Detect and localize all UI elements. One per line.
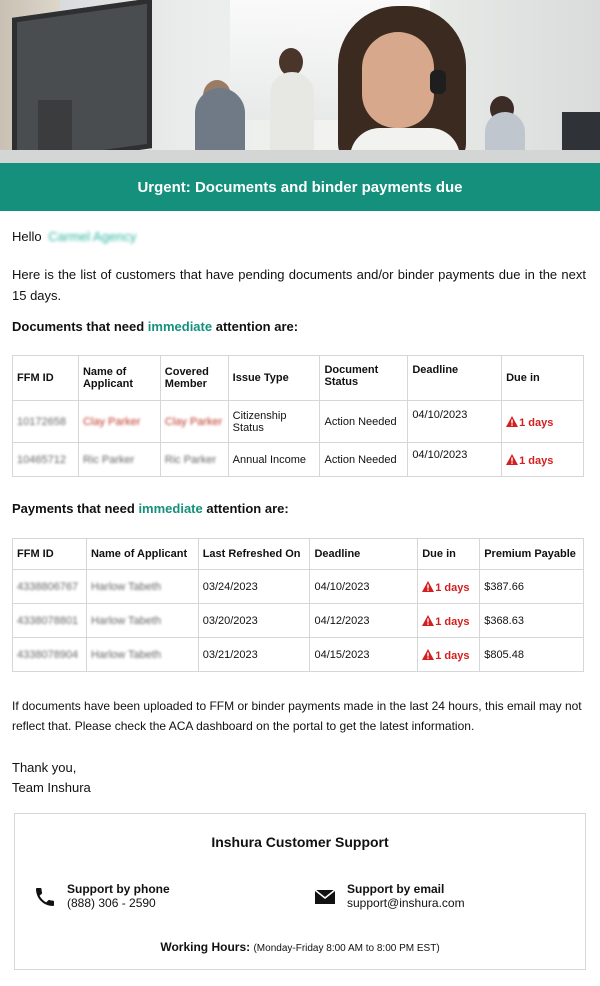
table-header-row [13, 539, 584, 570]
phone-label: Support by phone [67, 882, 170, 896]
deadline-cell: 04/10/2023 [408, 401, 502, 443]
urgent-banner [0, 163, 600, 211]
deadline-cell: 04/10/2023 [310, 570, 418, 604]
due-cell: 1 days [502, 443, 584, 477]
payments-section-title: Payments that need immediate attention are: [12, 501, 289, 516]
col-applicant: Name of Applicant [78, 356, 160, 401]
col-last-refreshed: Last Refreshed On [198, 539, 310, 570]
premium-cell: $387.66 [480, 570, 584, 604]
greeting [12, 229, 136, 244]
applicant-cell: Ric Parker [78, 443, 160, 477]
intro-text: Here is the list of customers that have pending documents and/or binder payments due in the next 15 days. [12, 267, 586, 303]
table-row [13, 401, 584, 443]
due-cell: 1 days [418, 570, 480, 604]
support-title: Inshura Customer Support [211, 834, 389, 850]
ffm-id-cell: 10172658 [13, 401, 79, 443]
due-cell: 1 days [418, 604, 480, 638]
signoff-thanks: Thank you, [12, 760, 77, 775]
table-header-row [13, 356, 584, 401]
email-label: Support by email [347, 882, 445, 896]
agency-name: Carmel Agency [48, 229, 137, 244]
payments-table [12, 538, 584, 672]
notice-text: If documents have been uploaded to FFM or binder payments made in the last 24 hours, this email may not reflect that. Please check the ACA dashboard on the portal to get the latest information. [12, 699, 582, 733]
issue-cell: Citizenship Status [228, 401, 320, 443]
banner-title: Urgent: Documents and binder payments due [137, 178, 463, 196]
status-cell: Action Needed [320, 443, 408, 477]
col-premium: Premium Payable [480, 539, 584, 570]
documents-section-title: Documents that need immediate attention are: [12, 319, 299, 334]
col-covered-member: Covered Member [160, 356, 228, 401]
col-issue-type: Issue Type [228, 356, 320, 401]
hero-image [0, 0, 600, 163]
warning-icon [506, 416, 518, 427]
applicant-cell: Harlow Tabeth [86, 570, 198, 604]
email-address[interactable]: support@inshura.com [347, 896, 465, 910]
ffm-id-cell: 10465712 [13, 443, 79, 477]
refreshed-cell: 03/24/2023 [198, 570, 310, 604]
warning-icon [422, 581, 434, 592]
warning-icon [422, 649, 434, 660]
support-box [14, 813, 586, 970]
hours-value: (Monday-Friday 8:00 AM to 8:00 PM EST) [253, 943, 440, 954]
status-cell: Action Needed [320, 401, 408, 443]
warning-icon [422, 615, 434, 626]
support-email [313, 882, 465, 910]
deadline-cell: 04/15/2023 [310, 638, 418, 672]
ffm-id-cell: 4338078904 [13, 638, 87, 672]
member-cell: Ric Parker [160, 443, 228, 477]
deadline-cell: 04/12/2023 [310, 604, 418, 638]
table-row [13, 443, 584, 477]
member-cell: Clay Parker [160, 401, 228, 443]
applicant-cell: Harlow Tabeth [86, 638, 198, 672]
signoff-team: Team Inshura [12, 780, 91, 795]
col-due-in: Due in [502, 356, 584, 401]
col-deadline: Deadline [408, 356, 502, 401]
immediate-highlight: immediate [147, 319, 213, 334]
signoff [12, 758, 91, 798]
premium-cell: $805.48 [480, 638, 584, 672]
due-cell: 1 days [418, 638, 480, 672]
applicant-cell: Clay Parker [78, 401, 160, 443]
col-ffm-id: FFM ID [13, 539, 87, 570]
refreshed-cell: 03/21/2023 [198, 638, 310, 672]
table-row [13, 604, 584, 638]
ffm-id-cell: 4338806767 [13, 570, 87, 604]
immediate-highlight: immediate [138, 501, 203, 516]
col-deadline: Deadline [310, 539, 418, 570]
ffm-id-cell: 4338078801 [13, 604, 87, 638]
working-hours [15, 940, 585, 954]
documents-table [12, 355, 584, 477]
warning-icon [506, 454, 518, 465]
table-row [13, 638, 584, 672]
support-phone [33, 882, 170, 910]
monitor-decoration [12, 0, 152, 163]
premium-cell: $368.63 [480, 604, 584, 638]
table-row [13, 570, 584, 604]
hours-label: Working Hours: [160, 940, 251, 954]
due-cell: 1 days [502, 401, 584, 443]
refreshed-cell: 03/20/2023 [198, 604, 310, 638]
greeting-hello: Hello [12, 229, 42, 244]
issue-cell: Annual Income [228, 443, 320, 477]
col-ffm-id: FFM ID [13, 356, 79, 401]
deadline-cell: 04/10/2023 [408, 443, 502, 477]
envelope-icon [313, 885, 337, 909]
applicant-cell: Harlow Tabeth [86, 604, 198, 638]
col-applicant: Name of Applicant [86, 539, 198, 570]
phone-icon [33, 885, 57, 909]
phone-number[interactable]: (888) 306 - 2590 [67, 896, 156, 910]
col-document-status: Document Status [320, 356, 408, 401]
col-due-in: Due in [418, 539, 480, 570]
headset-icon [430, 70, 446, 94]
